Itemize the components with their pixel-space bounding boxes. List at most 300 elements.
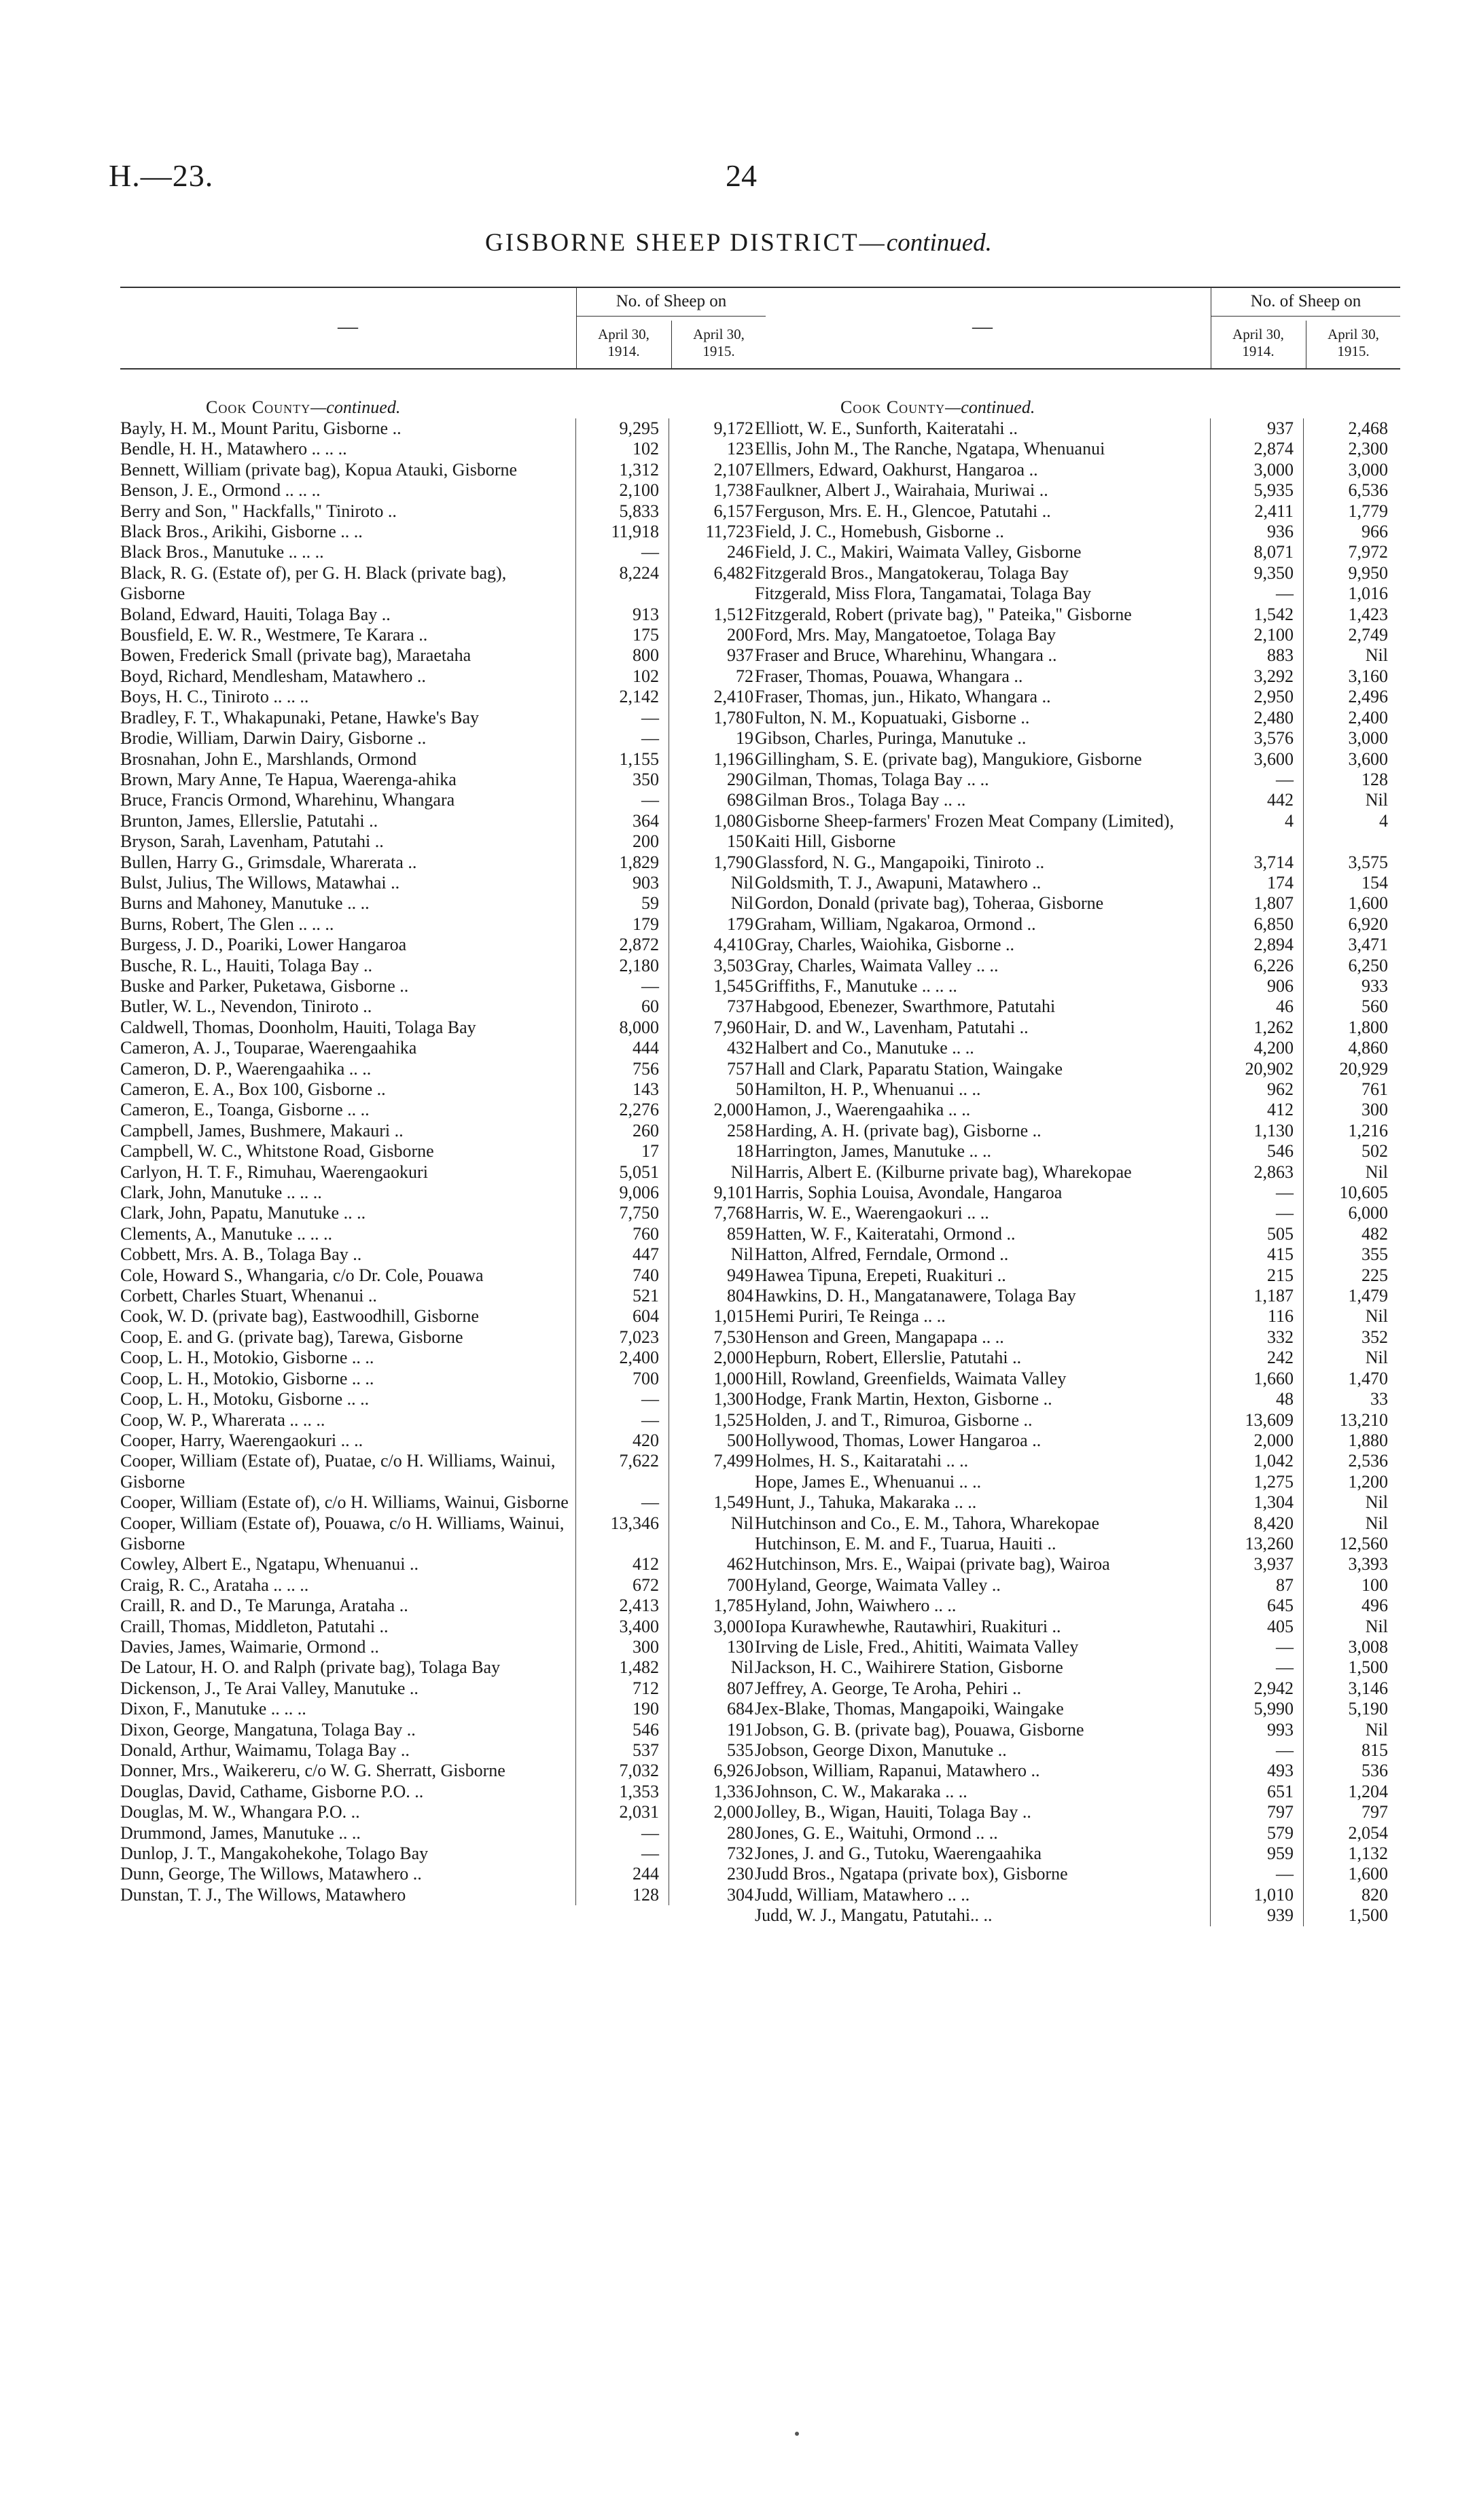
table-row bbox=[120, 439, 766, 459]
sheep-1914: 116 bbox=[1210, 1306, 1304, 1327]
holder-name-address: Hamon, J., Waerengaahika .. .. bbox=[755, 1100, 971, 1120]
sheep-1915: 7,972 bbox=[1348, 542, 1388, 562]
table-row bbox=[120, 1018, 766, 1038]
sheep-1915: Nil bbox=[1365, 1616, 1388, 1636]
sheep-1914: 740 bbox=[575, 1265, 669, 1286]
table-row bbox=[755, 852, 1400, 873]
sheep-1914: 175 bbox=[575, 625, 669, 645]
sheep-1914: 59 bbox=[575, 893, 669, 914]
sheep-1914: 20,902 bbox=[1210, 1059, 1304, 1079]
sheep-1914: 3,600 bbox=[1210, 749, 1304, 770]
holder-name-address: Buske and Parker, Puketawa, Gisborne .. bbox=[120, 975, 409, 996]
sheep-1914: 13,609 bbox=[1210, 1410, 1304, 1430]
table-row bbox=[755, 1162, 1400, 1183]
sheep-1914: 1,312 bbox=[575, 460, 669, 480]
sheep-1915: 150 bbox=[727, 831, 753, 852]
sheep-1914: 5,051 bbox=[575, 1162, 669, 1183]
header-col-1915: April 30, 1915. bbox=[693, 326, 745, 359]
sheep-1915: 290 bbox=[727, 769, 753, 789]
sheep-1914: 2,180 bbox=[575, 956, 669, 976]
sheep-1914: 442 bbox=[1210, 790, 1304, 810]
sheep-1915: 700 bbox=[727, 1574, 753, 1595]
holder-name-address: Craig, R. C., Arataha .. .. .. bbox=[120, 1574, 309, 1595]
table-row bbox=[755, 1657, 1400, 1678]
sheep-1914: 1,262 bbox=[1210, 1018, 1304, 1038]
holder-name-address: Hatton, Alfred, Ferndale, Ormond .. bbox=[755, 1244, 1009, 1265]
holder-name-address: Hamilton, H. P., Whenuanui .. .. bbox=[755, 1079, 981, 1099]
sheep-1915: 859 bbox=[727, 1223, 753, 1244]
holder-name-address: Jobson, George Dixon, Manutuke .. bbox=[755, 1740, 1007, 1760]
sheep-1914: — bbox=[575, 1823, 669, 1843]
sheep-1914: — bbox=[575, 790, 669, 810]
holder-name-address: Fitzgerald, Miss Flora, Tangamatai, Tolaga Bay bbox=[755, 583, 1092, 604]
sheep-1915: 6,926 bbox=[713, 1761, 753, 1781]
sheep-1914: 2,894 bbox=[1210, 935, 1304, 955]
holder-name-address: De Latour, H. O. and Ralph (private bag), Tolaga Bay bbox=[120, 1657, 501, 1678]
holder-name-address: Dunlop, J. T., Mangakohekohe, Tolago Bay bbox=[120, 1843, 429, 1864]
sheep-1914: 8,071 bbox=[1210, 542, 1304, 562]
table-row bbox=[755, 1038, 1400, 1058]
sheep-1914: 7,032 bbox=[575, 1761, 669, 1781]
holder-name-address: Bullen, Harry G., Grimsdale, Wharerata .. bbox=[120, 852, 417, 872]
table-row bbox=[120, 996, 766, 1017]
sheep-1914: 2,031 bbox=[575, 1802, 669, 1822]
holder-name-address: Burns and Mahoney, Manutuke .. .. bbox=[120, 893, 370, 914]
sheep-1914: 937 bbox=[1210, 418, 1304, 439]
sheep-1914: 1,304 bbox=[1210, 1492, 1304, 1513]
table-row bbox=[120, 666, 766, 687]
table-row bbox=[755, 935, 1400, 955]
sheep-1914: 2,480 bbox=[1210, 708, 1304, 728]
sheep-1914: — bbox=[1210, 1657, 1304, 1678]
sheep-1914: — bbox=[575, 1410, 669, 1430]
sheep-1915: 7,499 bbox=[713, 1451, 753, 1471]
report-reference: H.—23. bbox=[109, 158, 214, 193]
sheep-1915: 1,600 bbox=[1348, 893, 1388, 914]
sheep-1914: 1,829 bbox=[575, 852, 669, 873]
sheep-1914: 1,155 bbox=[575, 749, 669, 770]
sheep-1915: 1,512 bbox=[713, 604, 753, 624]
sheep-1915: 966 bbox=[1362, 522, 1388, 542]
table-row bbox=[755, 522, 1400, 542]
holder-name-address: Griffiths, F., Manutuke .. .. .. bbox=[755, 975, 957, 996]
sheep-1914: 17 bbox=[575, 1141, 669, 1162]
sheep-1914: 2,872 bbox=[575, 935, 669, 955]
sheep-1914: 46 bbox=[1210, 996, 1304, 1017]
holder-name-address: Cooper, Harry, Waerengaokuri .. .. bbox=[120, 1430, 363, 1450]
sheep-1915: 807 bbox=[727, 1678, 753, 1698]
sheep-1915: 3,503 bbox=[713, 955, 753, 975]
holder-name-address: Campbell, W. C., Whitstone Road, Gisborne bbox=[120, 1141, 434, 1162]
table-row bbox=[755, 1823, 1400, 1843]
sheep-1915: 1,545 bbox=[713, 975, 753, 996]
table-row bbox=[755, 1513, 1400, 1534]
table-header bbox=[755, 287, 1400, 370]
sheep-1914: 1,275 bbox=[1210, 1472, 1304, 1492]
sheep-1915: 3,146 bbox=[1348, 1678, 1388, 1698]
table-row bbox=[120, 976, 766, 996]
sheep-1915: 1,015 bbox=[713, 1306, 753, 1327]
sheep-1914: 87 bbox=[1210, 1575, 1304, 1596]
holder-name-address: Cameron, E., Toanga, Gisborne .. .. bbox=[120, 1100, 370, 1120]
table-row bbox=[120, 790, 766, 810]
holder-name-address: Cook, W. D. (private bag), Eastwoodhill, Gisborne bbox=[120, 1306, 479, 1327]
sheep-1914: 1,130 bbox=[1210, 1121, 1304, 1141]
sheep-1914: 8,000 bbox=[575, 1018, 669, 1038]
sheep-1915: 6,920 bbox=[1348, 914, 1388, 934]
header-dash: — bbox=[972, 315, 993, 338]
holder-name-address: Harrington, James, Manutuke .. .. bbox=[755, 1141, 992, 1162]
sheep-1914: 1,660 bbox=[1210, 1369, 1304, 1389]
sheep-1914: 13,346 bbox=[575, 1513, 669, 1555]
sheep-1915: Nil bbox=[730, 1244, 753, 1265]
sheep-1914: 800 bbox=[575, 645, 669, 666]
sheep-1914: 5,833 bbox=[575, 501, 669, 522]
sheep-1915: 128 bbox=[1362, 769, 1388, 789]
sheep-1914: 2,874 bbox=[1210, 439, 1304, 459]
sheep-1914: — bbox=[575, 708, 669, 728]
table-row bbox=[120, 1575, 766, 1596]
sheep-1915: 1,300 bbox=[713, 1389, 753, 1409]
sheep-1914: — bbox=[575, 728, 669, 749]
holder-name-address: Hall and Clark, Paparatu Station, Waingake bbox=[755, 1058, 1063, 1079]
holder-name-address: Douglas, David, Cathame, Gisborne P.O. .. bbox=[120, 1781, 424, 1801]
sheep-1915: 9,950 bbox=[1348, 562, 1388, 583]
table-row bbox=[755, 1451, 1400, 1471]
holder-name-address: Jones, G. E., Waituhi, Ormond .. .. bbox=[755, 1822, 998, 1843]
holder-name-address: Field, J. C., Homebush, Gisborne .. bbox=[755, 522, 1004, 542]
sheep-1915: 10,605 bbox=[1339, 1183, 1388, 1203]
holder-name-address: Fitzgerald, Robert (private bag), " Pateika," Gisborne bbox=[755, 604, 1132, 624]
table-row bbox=[120, 542, 766, 562]
table-row bbox=[755, 1079, 1400, 1100]
sheep-1914: 190 bbox=[575, 1699, 669, 1719]
holder-name-address: Field, J. C., Makiri, Waimata Valley, Gisborne bbox=[755, 542, 1082, 562]
sheep-1914: 939 bbox=[1210, 1905, 1304, 1926]
sheep-1914: 174 bbox=[1210, 873, 1304, 893]
sheep-1914: 6,850 bbox=[1210, 914, 1304, 935]
table-row bbox=[120, 1885, 766, 1905]
sheep-1915: 737 bbox=[727, 996, 753, 1017]
sheep-1915: 432 bbox=[727, 1038, 753, 1058]
table-row bbox=[755, 1761, 1400, 1781]
sheep-1915: 7,960 bbox=[713, 1017, 753, 1037]
sheep-1914: 906 bbox=[1210, 976, 1304, 996]
holder-name-address: Davies, James, Waimarie, Ormond .. bbox=[120, 1636, 379, 1657]
sheep-1915: 6,482 bbox=[713, 562, 753, 583]
holder-name-address: Harris, Albert E. (Kilburne private bag), Wharekopae bbox=[755, 1162, 1132, 1182]
sheep-1914: 447 bbox=[575, 1244, 669, 1265]
sheep-1914: 3,714 bbox=[1210, 852, 1304, 873]
sheep-1915: 2,536 bbox=[1348, 1451, 1388, 1471]
table-row bbox=[120, 1286, 766, 1306]
sheep-1914: 2,411 bbox=[1210, 501, 1304, 522]
sheep-1914: 60 bbox=[575, 996, 669, 1017]
sheep-1915: 1,525 bbox=[713, 1409, 753, 1430]
holder-name-address: Hodge, Frank Martin, Hexton, Gisborne .. bbox=[755, 1389, 1052, 1409]
table-row bbox=[120, 1823, 766, 1843]
sheep-1915: 1,132 bbox=[1348, 1843, 1388, 1864]
table-row bbox=[120, 728, 766, 749]
sheep-1915: 50 bbox=[736, 1079, 753, 1099]
table-row bbox=[755, 914, 1400, 935]
sheep-1915: 1,196 bbox=[713, 749, 753, 769]
holder-name-address: Jones, J. and G., Tutoku, Waerengaahika bbox=[755, 1843, 1042, 1864]
table-row bbox=[755, 1410, 1400, 1430]
sheep-1915: Nil bbox=[1365, 1513, 1388, 1533]
sheep-1915: Nil bbox=[1365, 1306, 1388, 1327]
sheep-1914: 3,576 bbox=[1210, 728, 1304, 749]
sheep-1914: 3,937 bbox=[1210, 1554, 1304, 1574]
holder-name-address: Hill, Rowland, Greenfields, Waimata Valley bbox=[755, 1368, 1067, 1388]
sheep-1914: 2,863 bbox=[1210, 1162, 1304, 1183]
county-heading: Cook County—continued. bbox=[206, 397, 401, 417]
holder-name-address: Clark, John, Papatu, Manutuke .. .. bbox=[120, 1203, 366, 1223]
sheep-1914: 962 bbox=[1210, 1079, 1304, 1100]
holder-name-address: Craill, Thomas, Middleton, Patutahi .. bbox=[120, 1616, 389, 1636]
sheep-1915: Nil bbox=[730, 872, 753, 893]
holder-name-address: Coop, L. H., Motoku, Gisborne .. .. bbox=[120, 1389, 370, 1409]
table-row bbox=[120, 1782, 766, 1802]
table-row bbox=[755, 1327, 1400, 1348]
sheep-1915: 698 bbox=[727, 790, 753, 810]
table-row bbox=[120, 1389, 766, 1409]
table-row bbox=[755, 1059, 1400, 1079]
holder-name-address: Johnson, C. W., Makaraka .. .. bbox=[755, 1781, 967, 1801]
table-row bbox=[755, 666, 1400, 687]
sheep-1915: 1,216 bbox=[1348, 1120, 1388, 1140]
sheep-1915: 2,400 bbox=[1348, 707, 1388, 727]
sheep-1914: 1,353 bbox=[575, 1782, 669, 1802]
sheep-1914: 179 bbox=[575, 914, 669, 935]
sheep-1915: 225 bbox=[1362, 1265, 1388, 1285]
sheep-1915: 815 bbox=[1362, 1740, 1388, 1760]
table-row bbox=[755, 749, 1400, 770]
table-row bbox=[755, 1492, 1400, 1513]
sheep-1914: 102 bbox=[575, 439, 669, 459]
table-row bbox=[120, 1224, 766, 1244]
sheep-1914: 2,400 bbox=[575, 1348, 669, 1368]
holder-name-address: Cole, Howard S., Whangaria, c/o Dr. Cole, Pouawa bbox=[120, 1265, 484, 1285]
table-row bbox=[755, 1389, 1400, 1409]
sheep-1914: 9,350 bbox=[1210, 563, 1304, 583]
sheep-1915: 1,800 bbox=[1348, 1017, 1388, 1037]
table-row bbox=[755, 708, 1400, 728]
sheep-1914: 260 bbox=[575, 1121, 669, 1141]
table-row bbox=[120, 914, 766, 935]
holder-name-address: Bousfield, E. W. R., Westmere, Te Karara .. bbox=[120, 625, 428, 645]
sheep-1915: 1,479 bbox=[1348, 1286, 1388, 1306]
sheep-1915: 1,470 bbox=[1348, 1368, 1388, 1388]
holder-name-address: Craill, R. and D., Te Marunga, Arataha .. bbox=[120, 1596, 408, 1616]
table-row bbox=[120, 1513, 766, 1555]
table-row bbox=[120, 1121, 766, 1141]
sheep-1914: 493 bbox=[1210, 1761, 1304, 1781]
sheep-1915: 3,471 bbox=[1348, 935, 1388, 955]
table-row bbox=[755, 1534, 1400, 1554]
holder-name-address: Coop, L. H., Motokio, Gisborne .. .. bbox=[120, 1348, 374, 1368]
sheep-1914: 3,292 bbox=[1210, 666, 1304, 687]
table-row bbox=[755, 1472, 1400, 1492]
sheep-1915: 1,785 bbox=[713, 1596, 753, 1616]
sheep-1914: — bbox=[1210, 770, 1304, 790]
sheep-1915: 100 bbox=[1362, 1574, 1388, 1595]
holder-name-address: Cooper, William (Estate of), Pouawa, c/o H. Williams, Wainui, Gisborne bbox=[120, 1513, 565, 1553]
sheep-1915: 200 bbox=[727, 625, 753, 645]
sheep-1915: Nil bbox=[730, 1162, 753, 1182]
holder-name-address: Irving de Lisle, Fred., Ahititi, Waimata Valley bbox=[755, 1636, 1079, 1657]
sheep-1915: 230 bbox=[727, 1864, 753, 1884]
header-group-label: No. of Sheep on bbox=[1211, 292, 1400, 317]
sheep-1915: 18 bbox=[736, 1141, 753, 1162]
sheep-1914: 604 bbox=[575, 1306, 669, 1327]
sheep-1915: 3,160 bbox=[1348, 666, 1388, 686]
holder-name-address: Bowen, Frederick Small (private bag), Maraetaha bbox=[120, 645, 471, 666]
sheep-1915: 6,250 bbox=[1348, 955, 1388, 975]
page-dot bbox=[795, 2432, 799, 2436]
sheep-1915: 1,549 bbox=[713, 1492, 753, 1513]
holder-name-address: Gilman, Thomas, Tolaga Bay .. .. bbox=[755, 769, 989, 789]
holder-name-address: Black, R. G. (Estate of), per G. H. Black (private bag), Gisborne bbox=[120, 562, 507, 604]
holder-name-address: Cameron, E. A., Box 100, Gisborne .. bbox=[120, 1079, 386, 1099]
sheep-1914: 412 bbox=[1210, 1100, 1304, 1120]
sheep-1914: 242 bbox=[1210, 1348, 1304, 1368]
holder-name-address: Burns, Robert, The Glen .. .. .. bbox=[120, 914, 334, 934]
table-row bbox=[755, 645, 1400, 666]
sheep-1915: 130 bbox=[727, 1636, 753, 1657]
holder-name-address: Fitzgerald Bros., Mangatokerau, Tolaga Bay bbox=[755, 562, 1069, 583]
sheep-1915: 496 bbox=[1362, 1596, 1388, 1616]
sheep-1914: 7,622 bbox=[575, 1451, 669, 1492]
table-row bbox=[755, 1802, 1400, 1822]
sheep-1914: 2,950 bbox=[1210, 687, 1304, 707]
sheep-1914: 364 bbox=[575, 811, 669, 831]
holder-name-address: Douglas, M. W., Whangara P.O. .. bbox=[120, 1802, 360, 1822]
table-row bbox=[755, 770, 1400, 790]
holder-name-address: Ferguson, Mrs. E. H., Glencoe, Patutahi .. bbox=[755, 501, 1051, 521]
holder-name-address: Judd, W. J., Mangatu, Patutahi.. .. bbox=[755, 1905, 993, 1926]
header-group-label: No. of Sheep on bbox=[577, 292, 766, 317]
holder-name-address: Clark, John, Manutuke .. .. .. bbox=[120, 1183, 322, 1203]
header-dash: — bbox=[338, 315, 358, 338]
holder-name-address: Burgess, J. D., Poariki, Lower Hangaroa bbox=[120, 935, 407, 955]
sheep-1915: 20,929 bbox=[1339, 1058, 1388, 1079]
sheep-1915: 6,000 bbox=[1348, 1203, 1388, 1223]
table-row bbox=[120, 1100, 766, 1120]
sheep-1915: 3,000 bbox=[1348, 728, 1388, 749]
table-row bbox=[120, 1740, 766, 1761]
holder-name-address: Glassford, N. G., Mangapoiki, Tiniroto .. bbox=[755, 852, 1045, 872]
table-row bbox=[755, 1369, 1400, 1389]
table-row bbox=[120, 708, 766, 728]
table-row bbox=[755, 1224, 1400, 1244]
holder-name-address: Hepburn, Robert, Ellerslie, Patutahi .. bbox=[755, 1348, 1022, 1368]
holder-name-address: Habgood, Ebenezer, Swarthmore, Patutahi bbox=[755, 996, 1056, 1017]
sheep-1914: 5,935 bbox=[1210, 480, 1304, 501]
sheep-1914: 993 bbox=[1210, 1720, 1304, 1740]
holder-name-address: Holmes, H. S., Kaitaratahi .. .. bbox=[755, 1451, 969, 1471]
sheep-1915: 4 bbox=[1379, 810, 1388, 831]
holder-name-address: Jolley, B., Wigan, Hauiti, Tolaga Bay .. bbox=[755, 1802, 1031, 1822]
table-row bbox=[120, 1699, 766, 1719]
holder-name-address: Harris, Sophia Louisa, Avondale, Hangaroa bbox=[755, 1183, 1063, 1203]
sheep-1915: 6,157 bbox=[713, 501, 753, 521]
sheep-1914: 1,542 bbox=[1210, 605, 1304, 625]
sheep-1915: 933 bbox=[1362, 975, 1388, 996]
sheep-1914: 200 bbox=[575, 831, 669, 852]
table-row bbox=[120, 873, 766, 893]
holder-name-address: Hollywood, Thomas, Lower Hangaroa .. bbox=[755, 1430, 1042, 1450]
sheep-1915: 804 bbox=[727, 1286, 753, 1306]
sheep-1914: 13,260 bbox=[1210, 1534, 1304, 1554]
table-row bbox=[755, 1678, 1400, 1699]
holder-name-address: Gibson, Charles, Puringa, Manutuke .. bbox=[755, 728, 1027, 749]
sheep-1915: 536 bbox=[1362, 1761, 1388, 1781]
county-heading: Cook County—continued. bbox=[840, 397, 1035, 417]
sheep-1915: 4,410 bbox=[713, 935, 753, 955]
table-row bbox=[120, 956, 766, 976]
holder-name-address: Harris, W. E., Waerengaokuri .. .. bbox=[755, 1203, 989, 1223]
holder-name-address: Fraser, Thomas, jun., Hikato, Whangara .. bbox=[755, 687, 1051, 707]
sheep-1914: 903 bbox=[575, 873, 669, 893]
table-row bbox=[755, 1203, 1400, 1223]
table-row bbox=[755, 480, 1400, 501]
sheep-1915: 2,000 bbox=[713, 1348, 753, 1368]
sheep-1914: 48 bbox=[1210, 1389, 1304, 1409]
sheep-1914: 797 bbox=[1210, 1802, 1304, 1822]
sheep-1914: 521 bbox=[575, 1286, 669, 1306]
sheep-1915: 2,054 bbox=[1348, 1822, 1388, 1843]
sheep-1914: 712 bbox=[575, 1678, 669, 1699]
holder-name-address: Jeffrey, A. George, Te Aroha, Pehiri .. bbox=[755, 1678, 1022, 1698]
sheep-1914: 3,000 bbox=[1210, 460, 1304, 480]
sheep-1915: 1,200 bbox=[1348, 1471, 1388, 1492]
sheep-1915: 2,000 bbox=[713, 1802, 753, 1822]
sheep-1914: 6,226 bbox=[1210, 956, 1304, 976]
sheep-1915: 7,530 bbox=[713, 1327, 753, 1347]
sheep-1914: 546 bbox=[1210, 1141, 1304, 1162]
sheep-1915: 7,768 bbox=[713, 1203, 753, 1223]
sheep-1915: 535 bbox=[727, 1740, 753, 1760]
holder-name-address: Dunstan, T. J., The Willows, Matawhero bbox=[120, 1884, 406, 1905]
table-row bbox=[120, 831, 766, 852]
sheep-1915: Nil bbox=[1365, 645, 1388, 666]
sheep-1915: 462 bbox=[727, 1554, 753, 1574]
sheep-1914: 2,942 bbox=[1210, 1678, 1304, 1699]
sheep-1914: 651 bbox=[1210, 1782, 1304, 1802]
page-number: 24 bbox=[726, 158, 757, 193]
sheep-1915: 1,000 bbox=[713, 1368, 753, 1388]
table-row bbox=[755, 542, 1400, 562]
holder-name-address: Busche, R. L., Hauiti, Tolaga Bay .. bbox=[120, 955, 373, 975]
sheep-1915: 3,008 bbox=[1348, 1636, 1388, 1657]
sheep-1915: 1,016 bbox=[1348, 583, 1388, 604]
sheep-1915: 732 bbox=[727, 1843, 753, 1864]
sheep-1915: 1,336 bbox=[713, 1781, 753, 1801]
table-row bbox=[120, 852, 766, 873]
sheep-1915: 4,860 bbox=[1348, 1038, 1388, 1058]
sheep-1914: — bbox=[575, 1843, 669, 1864]
sheep-1915: 246 bbox=[727, 542, 753, 562]
sheep-1914: 244 bbox=[575, 1864, 669, 1884]
sheep-1915: Nil bbox=[1365, 1348, 1388, 1368]
holder-name-address: Bradley, F. T., Whakapunaki, Petane, Hawke's Bay bbox=[120, 707, 480, 727]
holder-name-address: Gisborne Sheep-farmers' Frozen Meat Company (Limited), Kaiti Hill, Gisborne bbox=[755, 810, 1174, 852]
row-list bbox=[120, 418, 766, 1905]
holder-name-address: Gilman Bros., Tolaga Bay .. .. bbox=[755, 790, 966, 810]
sheep-1914: 215 bbox=[1210, 1265, 1304, 1286]
table-row bbox=[120, 1369, 766, 1389]
